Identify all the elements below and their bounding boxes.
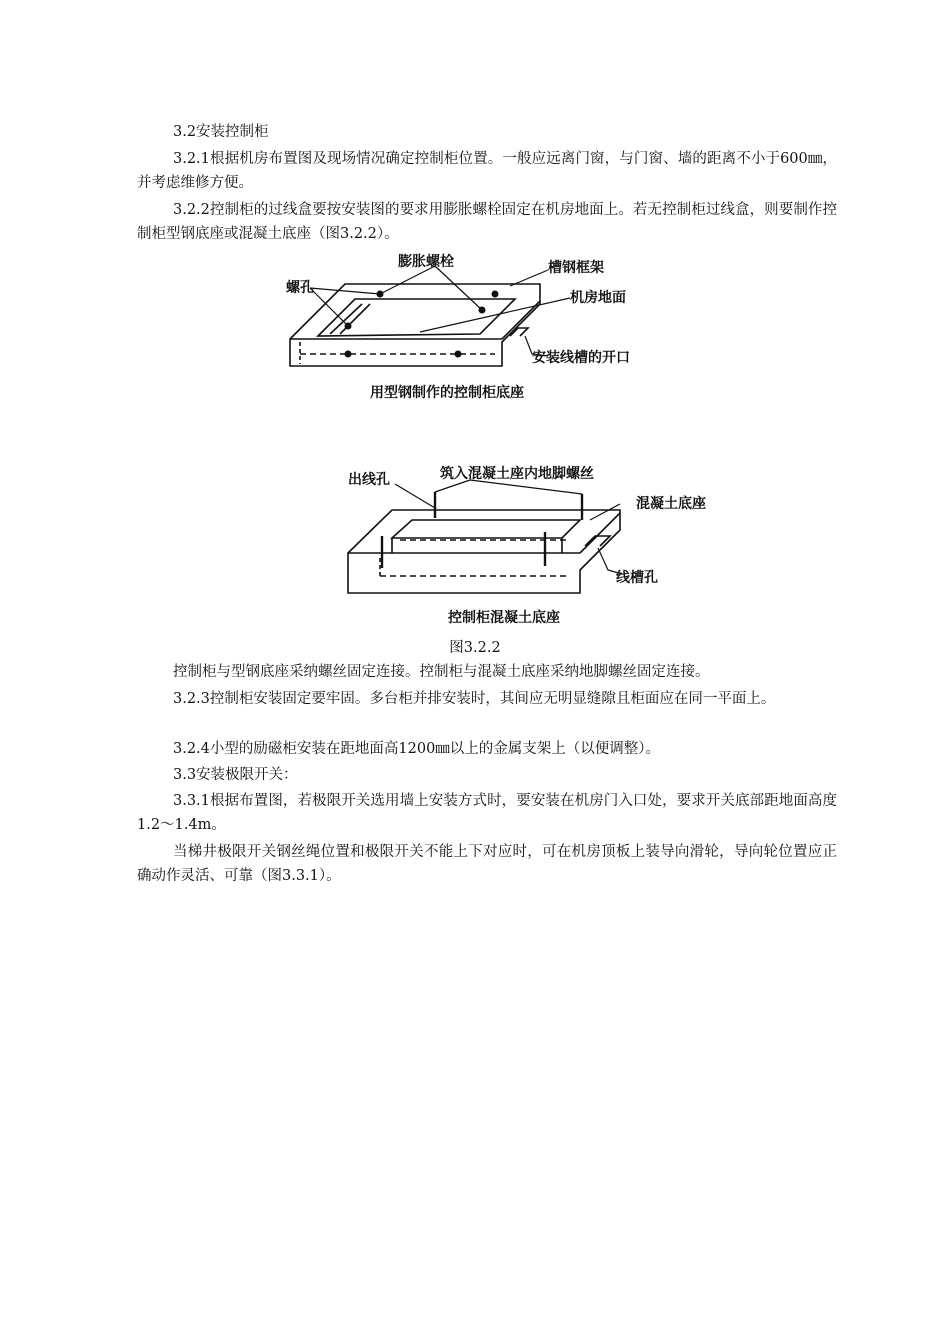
paragraph-3-2-1: 3.2.1根据机房布置图及现场情况确定控制柜位置。一般应远离门窗，与门窗、墙的距离不小于600㎜，并考虑维修方便。 bbox=[137, 151, 837, 191]
steel-base-diagram bbox=[270, 244, 670, 404]
section-heading-3-2: 3.2安装控制柜 bbox=[173, 124, 269, 140]
label-trough-hole: 线槽孔 bbox=[616, 570, 658, 586]
label-outlet-hole: 出线孔 bbox=[348, 472, 390, 488]
figure-concrete-base bbox=[340, 458, 740, 630]
figure-steel-base bbox=[270, 244, 670, 404]
label-screw-hole: 螺孔 bbox=[286, 280, 314, 296]
concrete-base-diagram bbox=[340, 458, 740, 630]
caption-steel-base: 用型钢制作的控制柜底座 bbox=[370, 385, 524, 401]
label-anchor-bolts: 筑入混凝土座内地脚螺丝 bbox=[440, 466, 594, 482]
paragraph-connection: 控制柜与型钢底座采纳螺丝固定连接。控制柜与混凝土底座采纳地脚螺丝固定连接。 bbox=[173, 664, 710, 680]
paragraph-3-2-2: 3.2.2控制柜的过线盒要按安装图的要求用膨胀螺栓固定在机房地面上。若无控制柜过线盒，则要制作控制柜型钢底座或混凝土底座（图3.2.2）。 bbox=[137, 202, 837, 242]
label-trough-opening: 安装线槽的开口 bbox=[532, 350, 630, 366]
label-concrete-base: 混凝土底座 bbox=[636, 496, 706, 512]
paragraph-guide-pulley: 当梯井极限开关钢丝绳位置和极限开关不能上下对应时，可在机房顶板上装导向滑轮，导向轮位置应正确动作灵活、可靠（图3.3.1）。 bbox=[137, 844, 837, 884]
section-heading-3-3: 3.3安装极限开关： bbox=[173, 767, 298, 783]
paragraph-3-2-4: 3.2.4小型的励磁柜安装在距地面高1200㎜以上的金属支架上（以便调整）。 bbox=[173, 741, 661, 757]
caption-concrete-base: 控制柜混凝土底座 bbox=[448, 610, 560, 626]
paragraph-3-2-3: 3.2.3控制柜安装固定要牢固。多台柜并排安装时，其间应无明显缝隙且柜面应在同一平面上。 bbox=[173, 691, 776, 707]
label-machine-room-floor: 机房地面 bbox=[570, 290, 626, 306]
label-channel-frame: 槽钢框架 bbox=[548, 260, 604, 276]
paragraph-3-3-1: 3.3.1根据布置图，若极限开关选用墙上安装方式时，要安装在机房门入口处，要求开关底部距地面高度1.2～1.4m。 bbox=[137, 793, 837, 833]
label-expansion-bolt: 膨胀螺栓 bbox=[398, 254, 454, 270]
figure-number: 图3.2.2 bbox=[449, 640, 501, 656]
